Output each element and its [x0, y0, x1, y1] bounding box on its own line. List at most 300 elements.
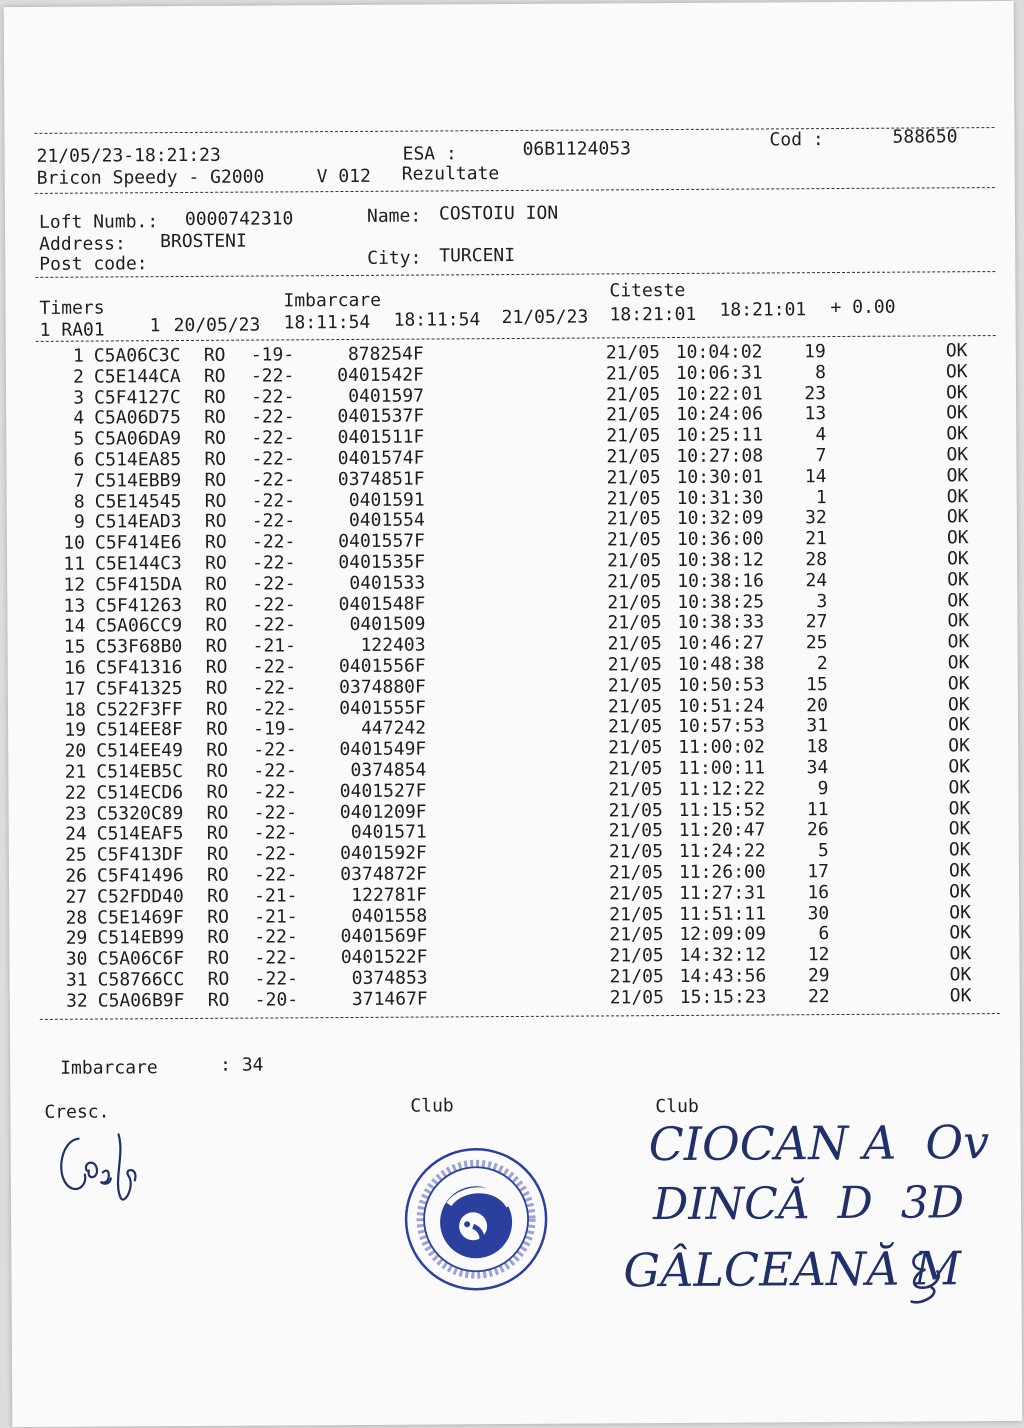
cell-time: 11:00:11 [678, 757, 766, 779]
handwritten-line-3: GÂLCEANĂ M [623, 1241, 962, 1298]
club-label-1: Club [410, 1095, 454, 1117]
cell-year: -22- [253, 801, 298, 824]
divider [40, 1013, 1000, 1020]
cell-number: 0401549F [339, 738, 427, 761]
cell-pos: 23 [804, 382, 827, 404]
cell-year: -22- [253, 822, 298, 844]
cell-time: 11:00:02 [678, 736, 765, 759]
cell-pos: 25 [805, 632, 828, 654]
cell-date: 21/05 [606, 404, 661, 426]
cell-status: OK [946, 485, 969, 507]
fancier-name: COSTOIU ION [438, 202, 559, 225]
cell-year: -22- [253, 781, 297, 803]
cell-time: 11:20:47 [678, 819, 766, 842]
cell-country: RO [206, 802, 229, 824]
handwritten-line-2: DINCĂ D 3D [652, 1177, 965, 1231]
cell-no: 15 [63, 636, 86, 658]
cell-no: 28 [65, 907, 88, 929]
cell-no: 12 [63, 574, 86, 596]
cell-year: -22- [253, 760, 297, 782]
cell-number: 0374872F [340, 863, 428, 885]
cell-number: 0401592F [340, 842, 427, 865]
cell-time: 10:04:02 [675, 341, 763, 363]
cell-ring: C5A06CC9 [95, 615, 183, 637]
cell-status: OK [947, 589, 970, 611]
address-value: BROSTENI [160, 230, 247, 253]
cell-year: -22- [251, 427, 295, 449]
cell-date: 21/05 [608, 799, 663, 821]
cell-number: 0401557F [338, 530, 426, 553]
cell-time: 10:38:25 [677, 591, 765, 613]
cell-pos: 34 [806, 757, 829, 779]
cell-date: 21/05 [606, 466, 661, 489]
cell-country: RO [204, 511, 227, 533]
cell-pos: 30 [807, 902, 830, 924]
cell-status: OK [947, 672, 970, 695]
cell-date: 21/05 [606, 529, 662, 551]
cell-no: 1 [72, 345, 84, 367]
cell-status: OK [946, 402, 968, 424]
cell-country: RO [206, 864, 229, 886]
cell-no: 11 [63, 553, 86, 575]
cell-pos: 18 [806, 736, 829, 758]
cell-pos: 12 [807, 944, 830, 966]
cell-ring: C514EBB9 [94, 469, 182, 492]
address-label: Address: [39, 233, 126, 255]
cell-ring: C5A06DA9 [94, 428, 182, 450]
cell-year: -21- [254, 905, 298, 928]
cell-country: RO [203, 386, 226, 408]
cell-date: 21/05 [608, 862, 664, 884]
cell-pos: 29 [807, 964, 830, 987]
cell-no: 4 [73, 408, 85, 430]
cell-pos: 31 [806, 715, 829, 737]
cell-country: RO [204, 448, 227, 470]
cell-time: 10:06:31 [675, 362, 763, 384]
cell-pos: 9 [817, 777, 829, 799]
cell-number: 0401558 [351, 905, 428, 927]
cell-no: 8 [73, 491, 85, 513]
cell-country: RO [205, 573, 227, 595]
cell-pos: 26 [806, 819, 829, 841]
cell-no: 31 [65, 969, 88, 991]
cell-status: OK [949, 922, 972, 944]
cell-ring: C5F41316 [95, 656, 183, 679]
cell-date: 21/05 [607, 654, 662, 676]
cell-number: 0401535F [338, 551, 426, 574]
cell-status: OK [949, 901, 971, 923]
cell-status: OK [947, 631, 970, 653]
cell-year: -22- [253, 864, 298, 886]
cell-number: 0401527F [339, 780, 427, 802]
cell-pos: 21 [805, 528, 827, 550]
cell-time: 10:30:01 [676, 466, 764, 488]
cell-pos: 3 [816, 590, 828, 612]
cell-date: 21/05 [606, 446, 661, 468]
cell-time: 11:15:52 [678, 798, 766, 821]
cell-country: RO [206, 719, 228, 741]
club-label-2: Club [655, 1095, 699, 1118]
cell-date: 21/05 [606, 487, 661, 510]
cell-country: RO [206, 843, 229, 865]
cell-number: 0401571 [350, 821, 427, 844]
cell-country: RO [207, 927, 230, 949]
imbarcare-time-1: 18:11:54 [283, 311, 371, 334]
cell-status: OK [948, 735, 970, 757]
results-printout [4, 1, 1023, 1427]
cell-status: OK [946, 506, 969, 528]
cell-time: 10:48:38 [677, 653, 765, 675]
cell-pos: 20 [806, 694, 829, 716]
cell-time: 11:24:22 [678, 840, 766, 863]
cell-ring: C514EA85 [94, 449, 182, 471]
cell-time: 14:43:56 [679, 965, 767, 987]
cell-time: 11:26:00 [678, 861, 766, 883]
citeste-time-1: 18:21:01 [609, 303, 697, 326]
citeste-time-2: 18:21:01 [719, 299, 807, 321]
cell-ring: C5F41496 [96, 864, 184, 887]
cell-number: 0401542F [337, 364, 424, 386]
cell-ring: C58766CC [97, 968, 185, 991]
cell-status: OK [946, 548, 969, 570]
cell-status: OK [947, 568, 969, 591]
cell-no: 14 [63, 615, 86, 638]
cell-ring: C5A06C3C [93, 345, 181, 367]
cell-status: OK [947, 610, 970, 632]
cell-time: 10:32:09 [676, 507, 764, 530]
cell-number: 0401597 [348, 385, 425, 407]
cell-no: 9 [73, 511, 85, 534]
timer-diff: + 0.00 [830, 296, 896, 319]
cell-year: -22- [250, 385, 295, 408]
cell-ring: C5F41263 [95, 594, 183, 617]
cell-no: 30 [65, 948, 88, 970]
cell-country: RO [205, 594, 228, 616]
cell-ring: C5F414E6 [94, 532, 182, 554]
cell-ring: C5A06C6F [97, 948, 185, 970]
cell-country: RO [205, 656, 228, 678]
cell-country: RO [206, 760, 229, 782]
cell-year: -22- [252, 573, 296, 595]
cell-number: 0401548F [338, 593, 426, 615]
cell-year: -22- [254, 947, 298, 969]
cell-number: 0401509 [349, 613, 426, 636]
cell-time: 10:57:53 [678, 715, 765, 738]
cell-country: RO [205, 677, 228, 699]
cell-number: 371467F [351, 988, 428, 1010]
cell-date: 21/05 [608, 820, 663, 842]
cell-number: 0401511F [337, 426, 425, 449]
cell-status: OK [948, 839, 971, 861]
cell-time: 10:24:06 [676, 403, 763, 426]
cell-ring: C5F413DF [96, 844, 184, 866]
cell-no: 32 [65, 990, 88, 1012]
cell-year: -21- [254, 885, 298, 907]
handwritten-line-1: CIOCAN A Ov [648, 1115, 990, 1172]
cell-time: 10:36:00 [676, 528, 764, 551]
device-name: Bricon Speedy - G2000 [36, 166, 265, 189]
cell-pos: 22 [807, 985, 830, 1007]
cell-country: RO [207, 906, 229, 928]
cell-date: 21/05 [607, 550, 662, 572]
results-table [46, 341, 990, 1012]
cell-pos: 17 [807, 860, 830, 883]
cell-country: RO [204, 531, 227, 554]
cell-ring: C5F41325 [95, 677, 183, 700]
mode-label: Rezultate [401, 163, 500, 185]
cell-year: -19- [253, 718, 297, 740]
cell-date: 21/05 [608, 841, 664, 863]
cell-status: OK [946, 527, 969, 549]
cell-date: 21/05 [605, 383, 661, 406]
cell-ring: C514EE8F [96, 719, 183, 741]
cell-country: RO [204, 427, 227, 450]
cell-pos: 27 [805, 611, 828, 633]
club-stamp [401, 1144, 552, 1295]
cell-ring: C514EB5C [96, 760, 184, 783]
cell-country: RO [205, 635, 228, 658]
cell-ring: C514EAD3 [94, 511, 182, 533]
cell-time: 10:22:01 [675, 383, 763, 405]
cell-status: OK [947, 652, 970, 674]
cell-time: 10:27:08 [676, 445, 764, 467]
cell-no: 26 [65, 865, 88, 887]
cell-number: 0401533 [349, 572, 426, 594]
cell-country: RO [207, 885, 229, 907]
timers-label: Timers [39, 297, 105, 319]
citeste-header: Citeste [609, 279, 686, 302]
cell-pos: 4 [815, 424, 827, 446]
cell-number: 122781F [351, 884, 428, 906]
cod-value: 588650 [892, 126, 958, 148]
cell-date: 21/05 [607, 591, 662, 613]
imbarcare-date: 20/05/23 [173, 314, 261, 337]
cell-country: RO [206, 739, 228, 762]
cell-year: -21- [252, 635, 297, 657]
cell-number: 0374853 [351, 967, 428, 989]
divider [34, 127, 994, 134]
cell-no: 29 [65, 927, 88, 950]
cell-country: RO [207, 989, 230, 1011]
divider [35, 271, 995, 278]
cod-label: Cod : [769, 129, 824, 151]
cell-date: 21/05 [609, 965, 664, 988]
table-row [50, 986, 990, 1013]
cell-status: OK [949, 984, 972, 1007]
cell-country: RO [207, 947, 230, 969]
cell-ring: C5E144CA [93, 365, 181, 388]
cell-country: RO [205, 615, 228, 637]
cell-date: 21/05 [605, 362, 661, 385]
imbarcare-total-value: : 34 [220, 1054, 264, 1076]
cell-time: 11:12:22 [678, 778, 766, 800]
cell-time: 10:25:11 [676, 424, 764, 447]
cell-date: 21/05 [607, 633, 662, 655]
esa-value: 06B1124053 [522, 138, 631, 160]
cell-number: 0374851F [337, 468, 425, 490]
cell-ring: C52FDD40 [97, 885, 184, 908]
cell-time: 10:38:33 [677, 611, 765, 634]
cell-year: -22- [251, 510, 296, 532]
cell-no: 5 [73, 428, 85, 450]
cell-country: RO [206, 781, 229, 803]
cell-pos: 32 [805, 507, 827, 529]
cell-no: 3 [73, 387, 85, 409]
postcode-label: Post code: [39, 253, 148, 275]
cell-year: -22- [253, 843, 298, 865]
city-value: TURCENI [439, 244, 516, 267]
divider [36, 335, 996, 342]
cresc-label: Cresc. [44, 1101, 110, 1123]
cell-pos: 7 [815, 445, 827, 467]
cell-ring: C514ECD6 [96, 781, 184, 804]
cell-no: 13 [63, 595, 86, 617]
cell-date: 21/05 [609, 882, 664, 905]
cell-country: RO [204, 407, 226, 429]
cell-ring: C5A06D75 [94, 407, 181, 429]
cell-status: OK [948, 776, 971, 799]
cell-ring: C53F68B0 [95, 636, 183, 658]
cell-year: -22- [252, 614, 296, 636]
cell-number: 0401209F [339, 801, 427, 823]
cell-year: -20- [254, 989, 299, 1011]
cell-country: RO [204, 490, 227, 512]
cell-country: RO [206, 823, 229, 845]
cell-no: 23 [64, 803, 87, 825]
cell-country: RO [203, 365, 226, 387]
imbarcare-total-label: Imbarcare [60, 1057, 158, 1079]
cell-time: 10:38:16 [677, 570, 764, 592]
print-datetime: 21/05/23-18:21:23 [36, 144, 221, 167]
cell-number: 0401554 [348, 509, 425, 532]
cell-time: 10:51:24 [677, 695, 765, 717]
breeder-signature [51, 1124, 151, 1205]
cell-no: 7 [73, 470, 85, 492]
timer-id: 1 RA01 [39, 319, 105, 341]
cell-ring: C5A06B9F [97, 989, 185, 1012]
device-version: V 012 [316, 165, 371, 188]
cell-year: -22- [251, 469, 295, 491]
cell-time: 10:38:12 [677, 549, 764, 571]
cell-no: 18 [64, 699, 87, 721]
cell-number: 122403 [360, 634, 426, 657]
cell-pos: 13 [804, 403, 827, 425]
cell-country: RO [207, 968, 230, 990]
cell-status: OK [949, 880, 971, 903]
cell-status: OK [948, 860, 971, 882]
cell-pos: 5 [817, 840, 829, 862]
cell-time: 11:27:31 [679, 882, 766, 904]
cell-ring: C5E144C3 [95, 552, 182, 575]
cell-ring: C5E14545 [94, 490, 182, 513]
cell-no: 2 [73, 366, 84, 388]
cell-status: OK [948, 756, 971, 778]
loft-number: 0000742310 [184, 208, 294, 230]
loft-label: Loft Numb.: [38, 211, 159, 233]
cell-no: 17 [64, 678, 86, 700]
cell-ring: C514EAF5 [96, 823, 184, 845]
cell-time: 10:50:53 [677, 674, 765, 696]
cell-status: OK [946, 464, 969, 487]
cell-date: 21/05 [608, 737, 663, 759]
divider [35, 187, 995, 194]
cell-pos: 15 [806, 673, 828, 695]
cell-pos: 11 [806, 798, 829, 820]
cell-date: 21/05 [607, 674, 663, 697]
cell-year: -22- [252, 593, 296, 616]
cell-country: RO [205, 698, 228, 720]
cell-year: -22- [252, 697, 297, 720]
cell-date: 21/05 [607, 570, 662, 593]
cell-pos: 6 [818, 923, 830, 945]
cell-ring: C522F3FF [95, 698, 183, 721]
cell-no: 19 [64, 719, 87, 742]
cell-time: 11:51:11 [679, 902, 766, 925]
cell-date: 21/05 [609, 924, 664, 946]
cell-no: 10 [63, 532, 86, 554]
cell-number: 0401522F [340, 946, 428, 969]
cell-number: 0374880F [339, 676, 426, 698]
cell-no: 6 [73, 449, 85, 471]
cell-status: OK [947, 693, 970, 715]
cell-time: 12:09:09 [679, 923, 767, 946]
cell-country: RO [204, 469, 227, 491]
cell-no: 25 [65, 844, 87, 866]
cell-ring: C514EE49 [96, 740, 183, 762]
cell-ring: C514EB99 [97, 927, 185, 949]
cell-country: RO [203, 344, 226, 366]
citeste-date: 21/05/23 [501, 306, 589, 329]
cell-pos: 14 [804, 465, 827, 487]
cell-status: OK [945, 361, 968, 383]
cell-pos: 2 [816, 653, 828, 675]
cell-pos: 28 [805, 549, 828, 571]
cell-no: 27 [65, 886, 88, 908]
imbarcare-time-2: 18:11:54 [393, 309, 481, 331]
cell-no: 20 [64, 740, 87, 762]
cell-year: -22- [254, 926, 298, 948]
cell-status: OK [945, 340, 968, 362]
cell-number: 0401556F [338, 655, 426, 678]
handwritten-mark [891, 1241, 971, 1311]
cell-year: -22- [250, 365, 295, 387]
cell-year: -22- [251, 406, 295, 428]
cell-status: OK [946, 423, 969, 445]
cell-no: 16 [63, 657, 86, 679]
cell-pos: 1 [815, 486, 827, 508]
cell-date: 21/05 [606, 508, 662, 530]
cell-country: RO [205, 552, 227, 574]
cell-time: 15:15:23 [679, 986, 767, 1008]
cell-number: 447242 [360, 717, 427, 740]
cell-date: 21/05 [609, 903, 664, 925]
cell-date: 21/05 [606, 425, 661, 447]
cell-date: 21/05 [609, 986, 664, 1009]
cell-pos: 24 [805, 569, 828, 591]
cell-number: 878254F [347, 343, 424, 366]
cell-pos: 19 [804, 341, 826, 363]
cell-date: 21/05 [605, 342, 661, 364]
cell-year: -22- [251, 448, 295, 470]
cell-status: OK [949, 964, 972, 986]
esa-label: ESA : [402, 143, 457, 165]
timer-n: 1 [149, 315, 161, 337]
cell-no: 24 [64, 823, 87, 846]
cell-status: OK [946, 444, 969, 466]
name-label: Name: [366, 205, 422, 227]
cell-year: -22- [251, 531, 296, 553]
cell-ring: C5320C89 [96, 802, 184, 825]
